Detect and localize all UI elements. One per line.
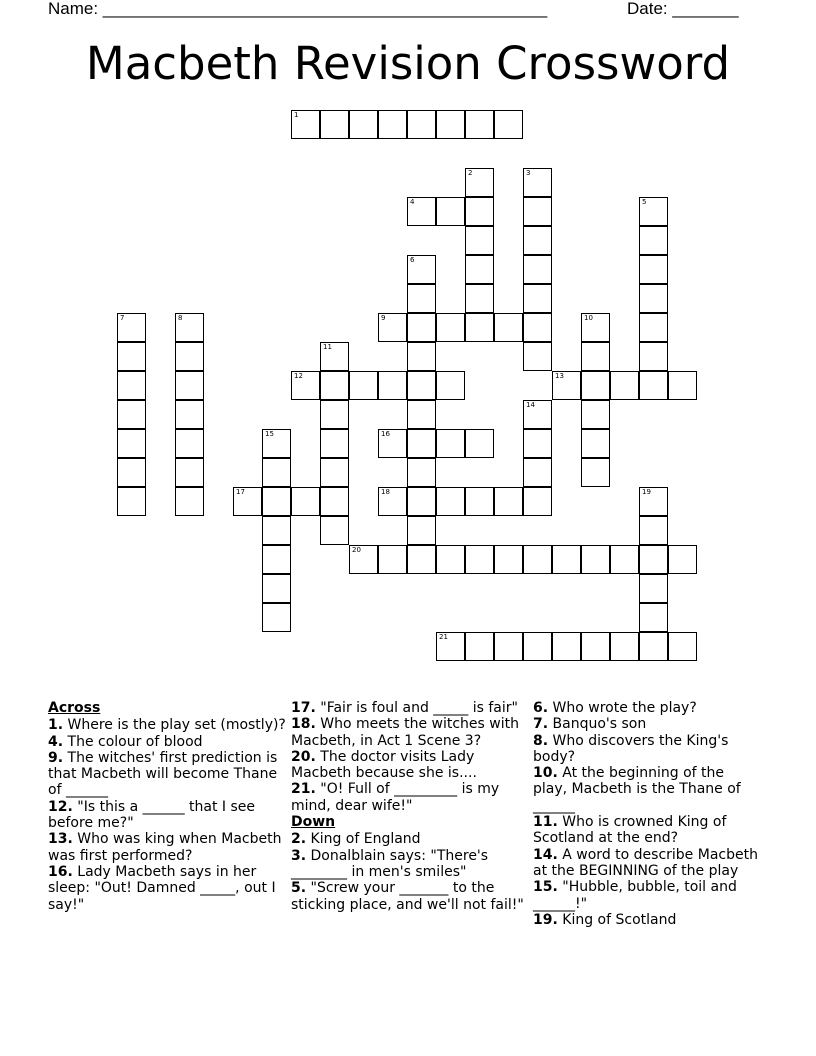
clue-num: 17.	[291, 700, 316, 716]
grid-cell[interactable]	[639, 342, 668, 371]
grid-cell[interactable]	[552, 545, 581, 574]
across-clue	[48, 750, 286, 799]
clue-text: A word to describe Macbeth at the BEGINNING of the play	[533, 846, 758, 879]
grid-cell[interactable]	[117, 371, 146, 400]
clue-num: 12.	[48, 798, 73, 815]
down-clue	[291, 880, 529, 913]
grid-cell[interactable]	[117, 458, 146, 487]
grid-cell[interactable]	[581, 400, 610, 429]
grid-cell[interactable]	[639, 313, 668, 342]
grid-cell[interactable]	[407, 458, 436, 487]
grid-cell[interactable]	[407, 400, 436, 429]
grid-cell[interactable]	[378, 429, 407, 458]
clue-text: Banquo's son	[548, 716, 647, 733]
clue-text: The doctor visits Lady Macbeth because she is....	[291, 748, 477, 782]
clue-text: Who meets the witches with Macbeth, in Act 1 Scene 3?	[291, 716, 519, 749]
grid-cell[interactable]	[494, 110, 523, 139]
grid-cell[interactable]	[552, 632, 581, 661]
clue-num: 5.	[291, 880, 307, 897]
clue-num: 11.	[533, 814, 558, 831]
clue-text: Who is crowned King of Scotland at the end?	[533, 814, 727, 847]
grid-cell[interactable]	[407, 487, 436, 516]
grid-cell[interactable]	[465, 168, 494, 197]
grid-cell[interactable]	[291, 371, 320, 400]
grid-cell[interactable]	[668, 545, 697, 574]
down-clue	[533, 733, 761, 766]
grid-cell[interactable]	[465, 632, 494, 661]
grid-cell[interactable]	[523, 545, 552, 574]
grid-cell[interactable]	[639, 632, 668, 661]
down-clue	[533, 912, 761, 928]
grid-cell[interactable]	[639, 197, 668, 226]
clue-text: At the beginning of the play, Macbeth is the Thane of ______	[533, 765, 741, 814]
grid-cell[interactable]	[465, 226, 494, 255]
clue-text: Who was king when Macbeth was first performed?	[48, 831, 282, 864]
clue-text: King of England	[306, 831, 421, 848]
grid-cell[interactable]	[581, 371, 610, 400]
grid-cell[interactable]	[552, 371, 581, 400]
clue-number: 14	[526, 401, 535, 409]
grid-cell[interactable]	[175, 400, 204, 429]
grid-cell[interactable]	[523, 168, 552, 197]
down-clue	[533, 716, 761, 732]
grid-cell[interactable]	[581, 458, 610, 487]
date-field[interactable]: Date: _______	[627, 0, 739, 18]
grid-cell[interactable]	[378, 487, 407, 516]
grid-cell[interactable]	[523, 226, 552, 255]
grid-cell[interactable]	[494, 545, 523, 574]
grid-cell[interactable]	[407, 313, 436, 342]
grid-cell[interactable]	[639, 226, 668, 255]
clue-num: 18.	[291, 716, 316, 733]
grid-cell[interactable]	[320, 400, 349, 429]
clue-number: 8	[178, 314, 183, 322]
grid-cell[interactable]	[581, 429, 610, 458]
grid-cell[interactable]	[465, 284, 494, 313]
grid-cell[interactable]	[175, 429, 204, 458]
clue-number: 10	[584, 314, 593, 322]
grid-cell[interactable]	[668, 371, 697, 400]
clue-text: The colour of blood	[63, 733, 203, 750]
across-clue-list-continued	[291, 700, 529, 814]
across-clue	[48, 717, 286, 733]
across-clue-list	[48, 717, 286, 913]
clue-number: 17	[236, 488, 245, 496]
down-clue-list-continued	[533, 700, 761, 928]
clue-number: 21	[439, 633, 448, 641]
clue-number: 12	[294, 372, 303, 380]
down-clue-list	[291, 831, 529, 912]
grid-cell[interactable]	[465, 429, 494, 458]
clue-number: 19	[642, 488, 651, 496]
grid-cell[interactable]	[581, 545, 610, 574]
grid-cell[interactable]	[407, 371, 436, 400]
clue-num: 1.	[48, 717, 64, 734]
down-heading: Down	[291, 814, 336, 831]
down-clue	[291, 831, 529, 847]
clue-text: "O! Full of _________ is my mind, dear wife!"	[291, 781, 500, 814]
grid-cell[interactable]	[523, 197, 552, 226]
grid-cell[interactable]	[494, 632, 523, 661]
grid-cell[interactable]	[610, 371, 639, 400]
grid-cell[interactable]	[407, 342, 436, 371]
clue-number: 11	[323, 343, 332, 351]
grid-cell[interactable]	[581, 342, 610, 371]
clue-num: 9.	[48, 749, 64, 766]
grid-cell[interactable]	[262, 429, 291, 458]
grid-cell[interactable]	[639, 603, 668, 632]
grid-cell[interactable]	[407, 197, 436, 226]
grid-cell[interactable]	[581, 632, 610, 661]
grid-cell[interactable]	[233, 487, 262, 516]
grid-cell[interactable]	[117, 429, 146, 458]
grid-cell[interactable]	[262, 458, 291, 487]
grid-cell[interactable]	[320, 458, 349, 487]
grid-cell[interactable]	[349, 371, 378, 400]
clue-number: 1	[294, 111, 299, 119]
down-clue	[291, 848, 529, 881]
grid-cell[interactable]	[407, 545, 436, 574]
down-clue	[533, 765, 761, 814]
grid-cell[interactable]	[639, 516, 668, 545]
grid-cell[interactable]	[407, 429, 436, 458]
grid-cell[interactable]	[581, 313, 610, 342]
grid-cell[interactable]	[175, 313, 204, 342]
clue-number: 16	[381, 430, 390, 438]
grid-cell[interactable]	[320, 429, 349, 458]
grid-cell[interactable]	[523, 342, 552, 371]
grid-cell[interactable]	[465, 313, 494, 342]
grid-cell[interactable]	[494, 313, 523, 342]
clue-text: Who wrote the play?	[548, 700, 697, 716]
clue-num: 8.	[533, 732, 549, 749]
grid-cell[interactable]	[117, 487, 146, 516]
grid-cell[interactable]	[523, 313, 552, 342]
grid-cell[interactable]	[465, 197, 494, 226]
grid-cell[interactable]	[117, 342, 146, 371]
down-clue	[533, 700, 761, 716]
across-clue	[48, 799, 286, 832]
clue-num: 6.	[533, 700, 549, 716]
down-clue	[533, 847, 761, 880]
clue-num: 14.	[533, 846, 558, 863]
clue-text: "Screw your _______ to the sticking place, and we'll not fail!"	[291, 880, 524, 913]
across-heading: Across	[48, 700, 101, 716]
grid-cell[interactable]	[523, 255, 552, 284]
grid-cell[interactable]	[320, 371, 349, 400]
grid-cell[interactable]	[465, 255, 494, 284]
clue-number: 7	[120, 314, 125, 322]
clue-number: 15	[265, 430, 274, 438]
clue-text: "Is this a ______ that I see before me?"	[48, 798, 256, 832]
clue-num: 20.	[291, 748, 316, 765]
grid-cell[interactable]	[523, 458, 552, 487]
page-title: Macbeth Revision Crossword	[85, 37, 731, 90]
grid-cell[interactable]	[262, 574, 291, 603]
grid-cell[interactable]	[523, 429, 552, 458]
clue-text: "Fair is foul and _____ is fair"	[315, 700, 518, 716]
clue-text: Donalblain says: "There's ________ in men's smiles"	[291, 847, 489, 880]
grid-cell[interactable]	[378, 313, 407, 342]
grid-cell[interactable]	[523, 400, 552, 429]
grid-cell[interactable]	[349, 110, 378, 139]
grid-cell[interactable]	[378, 110, 407, 139]
grid-cell[interactable]	[262, 545, 291, 574]
grid-cell[interactable]	[639, 487, 668, 516]
across-clue	[291, 716, 529, 749]
grid-cell[interactable]	[523, 487, 552, 516]
clue-num: 3.	[291, 847, 307, 864]
across-clue	[48, 831, 286, 864]
grid-cell[interactable]	[639, 255, 668, 284]
clue-number: 5	[642, 198, 647, 206]
grid-cell[interactable]	[262, 516, 291, 545]
grid-cell[interactable]	[494, 487, 523, 516]
clue-num: 4.	[48, 733, 64, 750]
clue-text: Who discovers the King's body?	[533, 732, 729, 765]
grid-cell[interactable]	[117, 400, 146, 429]
clue-text: Lady Macbeth says in her sleep: "Out! Damned _____, out I say!"	[48, 863, 276, 913]
clues-column-1	[48, 700, 286, 913]
grid-cell[interactable]	[407, 516, 436, 545]
grid-cell[interactable]	[320, 342, 349, 371]
grid-cell[interactable]	[175, 371, 204, 400]
clue-num: 15.	[533, 879, 558, 896]
grid-cell[interactable]	[320, 487, 349, 516]
across-clue	[291, 781, 529, 814]
across-clue	[291, 700, 529, 716]
grid-cell[interactable]	[436, 429, 465, 458]
grid-cell[interactable]	[320, 516, 349, 545]
name-field[interactable]: Name: _______________________________________________	[48, 0, 548, 18]
clue-num: 21.	[291, 781, 316, 798]
clue-text: Where is the play set (mostly)?	[63, 717, 286, 734]
grid-cell[interactable]	[407, 110, 436, 139]
grid-cell[interactable]	[668, 632, 697, 661]
grid-cell[interactable]	[436, 632, 465, 661]
clue-text: The witches' first prediction is that Macbeth will become Thane of ______	[48, 749, 278, 799]
grid-cell[interactable]	[175, 487, 204, 516]
grid-cell[interactable]	[639, 574, 668, 603]
grid-cell[interactable]	[436, 313, 465, 342]
grid-cell[interactable]	[610, 545, 639, 574]
grid-cell[interactable]	[378, 545, 407, 574]
grid-cell[interactable]	[436, 487, 465, 516]
clue-num: 13.	[48, 831, 73, 848]
grid-cell[interactable]	[349, 545, 378, 574]
grid-cell[interactable]	[175, 458, 204, 487]
clue-number: 18	[381, 488, 390, 496]
clue-text: King of Scotland	[557, 911, 677, 928]
clue-number: 13	[555, 372, 564, 380]
grid-cell[interactable]	[639, 545, 668, 574]
grid-cell[interactable]	[175, 342, 204, 371]
clue-number: 20	[352, 546, 361, 554]
grid-cell[interactable]	[436, 545, 465, 574]
clue-num: 19.	[533, 911, 558, 928]
down-clue	[533, 814, 761, 847]
grid-cell[interactable]	[436, 110, 465, 139]
grid-cell[interactable]	[436, 371, 465, 400]
grid-cell[interactable]	[465, 110, 494, 139]
clue-number: 6	[410, 256, 415, 264]
clue-number: 2	[468, 169, 473, 177]
grid-cell[interactable]	[639, 284, 668, 313]
grid-cell[interactable]	[262, 603, 291, 632]
clue-num: 10.	[533, 765, 558, 782]
grid-cell[interactable]	[523, 284, 552, 313]
clue-num: 7.	[533, 716, 549, 733]
down-clue	[533, 879, 761, 912]
grid-cell[interactable]	[262, 487, 291, 516]
grid-cell[interactable]	[291, 487, 320, 516]
grid-cell[interactable]	[378, 371, 407, 400]
clue-num: 16.	[48, 863, 73, 880]
grid-cell[interactable]	[639, 371, 668, 400]
across-clue	[48, 734, 286, 750]
grid-cell[interactable]	[407, 255, 436, 284]
grid-cell[interactable]	[465, 545, 494, 574]
clue-number: 9	[381, 314, 386, 322]
clue-number: 4	[410, 198, 415, 206]
grid-cell[interactable]	[117, 313, 146, 342]
clues-column-3	[533, 700, 761, 928]
grid-cell[interactable]	[407, 284, 436, 313]
clues-column-2	[291, 700, 529, 913]
grid-cell[interactable]	[465, 487, 494, 516]
clue-text: "Hubble, bubble, toil and ______!"	[533, 879, 737, 912]
grid-cell[interactable]	[320, 110, 349, 139]
grid-cell[interactable]	[523, 632, 552, 661]
across-clue	[48, 864, 286, 913]
across-clue	[291, 749, 529, 782]
grid-cell[interactable]	[610, 632, 639, 661]
grid-cell[interactable]	[436, 197, 465, 226]
clue-num: 2.	[291, 831, 307, 848]
clue-number: 3	[526, 169, 531, 177]
grid-cell[interactable]	[291, 110, 320, 139]
